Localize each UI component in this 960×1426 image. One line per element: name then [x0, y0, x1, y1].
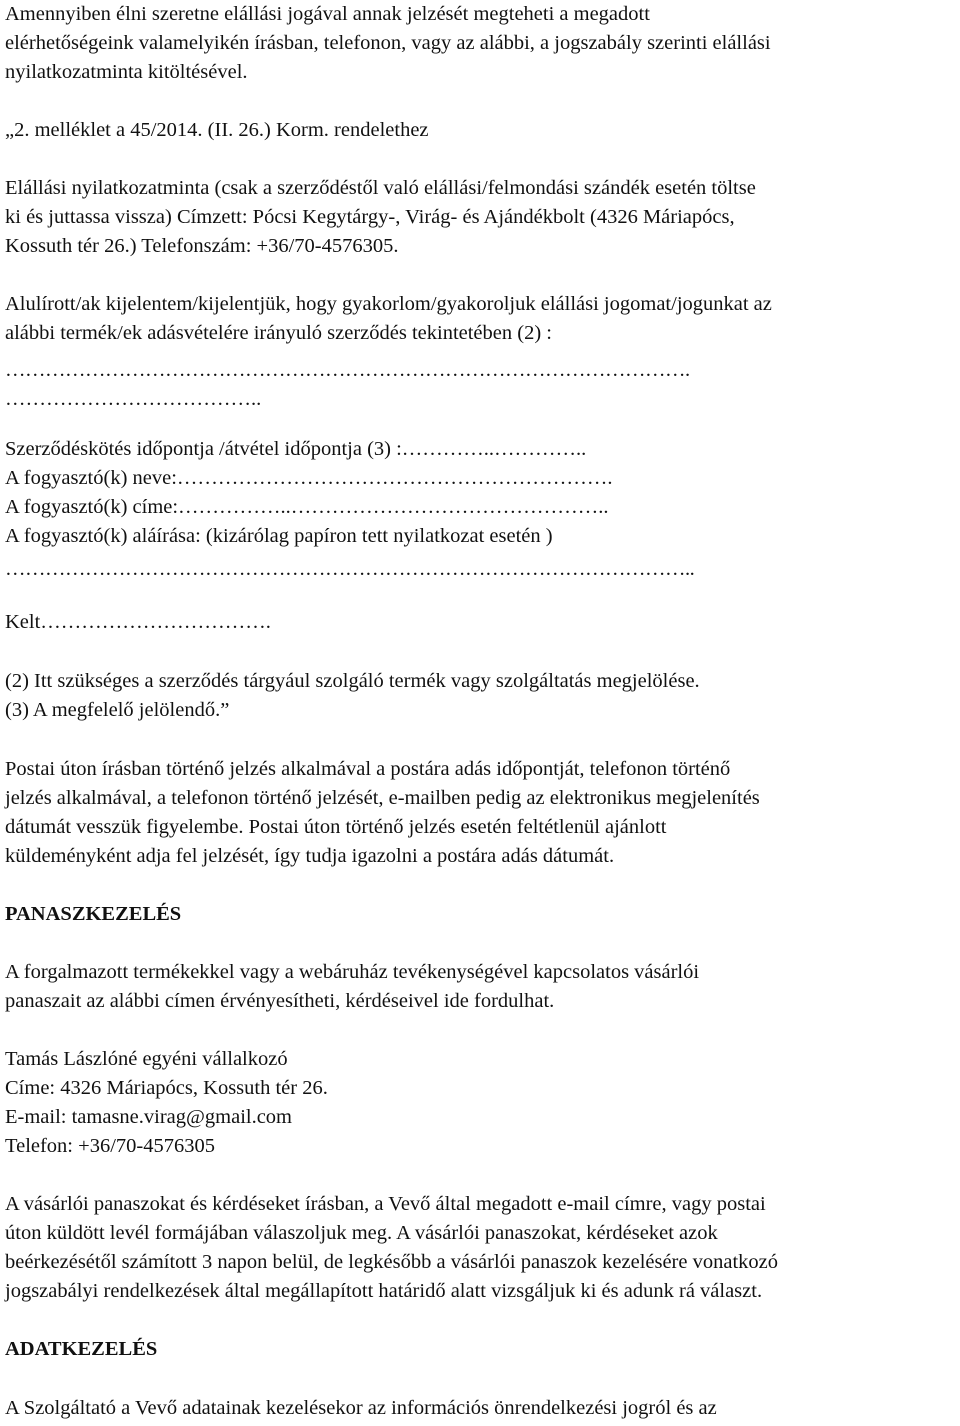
text-line: alábbi termék/ek adásvételére irányuló szerződés tekintetében (2) : — [5, 322, 552, 344]
complaints-heading: PANASZKEZELÉS — [5, 903, 182, 925]
text-line: A vásárlói panaszokat és kérdéseket írásban, a Vevő által megadott e-mail címre, vagy postai — [5, 1193, 766, 1215]
dotted-fill-line: ……………………………….. — [5, 388, 262, 410]
text-line: A forgalmazott termékekkel vagy a webáruház tevékenységével kapcsolatos vásárlói — [5, 961, 700, 983]
text-line: Kossuth tér 26.) Telefonszám: +36/70-4576305. — [5, 235, 399, 257]
text-line: A Szolgáltató a Vevő adatainak kezelésekor az információs önrendelkezési jogról és az — [5, 1397, 717, 1419]
dotted-fill-line: …………………………………………………………………………………………. — [5, 359, 690, 381]
consumer-address-field: A fogyasztó(k) címe:……………..……………………………………….. — [5, 496, 609, 518]
text-line: Elállási nyilatkozatminta (csak a szerződéstől való elállási/felmondási szándék esetén töltse — [5, 177, 756, 199]
contact-email: E-mail: tamasne.virag@gmail.com — [5, 1106, 292, 1128]
consumer-name-field: A fogyasztó(k) neve:………………………………………………………. — [5, 467, 613, 489]
text-line: elérhetőségeink valamelyikén írásban, telefonon, vagy az alábbi, a jogszabály szerinti elállási — [5, 32, 771, 54]
footnote: (3) A megfelelő jelölendő.” — [5, 699, 230, 721]
text-line: Alulírott/ak kijelentem/kijelentjük, hogy gyakorlom/gyakoroljuk elállási jogomat/jogunkat az — [5, 293, 772, 315]
data-handling-heading: ADATKEZELÉS — [5, 1338, 158, 1360]
contact-name: Tamás Lászlóné egyéni vállalkozó — [5, 1048, 288, 1070]
text-line: beérkezésétől számított 3 napon belül, de legkésőbb a vásárlói panaszok kezelésére vonatkozó — [5, 1251, 779, 1273]
text-line: küldeményként adja fel jelzését, így tudja igazolni a postára adás dátumát. — [5, 845, 615, 867]
text-line: jelzés alkalmával, a telefonon történő jelzését, e-mailben pedig az elektronikus megjelenítés — [5, 787, 760, 809]
text-line: Postai úton írásban történő jelzés alkalmával a postára adás időpontját, telefonon történő — [5, 758, 731, 780]
contact-address: Címe: 4326 Máriapócs, Kossuth tér 26. — [5, 1077, 328, 1099]
text-line: ki és juttassa vissza) Címzett: Pócsi Kegytárgy-, Virág- és Ajándékbolt (4326 Máriapócs, — [5, 206, 735, 228]
text-line: jogszabályi rendelkezések által megállapított határidő alatt vizsgáljuk ki és adunk rá választ. — [5, 1280, 763, 1302]
annex-reference: „2. melléklet a 45/2014. (II. 26.) Korm. rendelethez — [5, 119, 429, 141]
text-line: Amennyiben élni szeretne elállási jogával annak jelzését megteheti a megadott — [5, 3, 650, 25]
text-line: panaszait az alábbi címen érvényesítheti, kérdéseivel ide fordulhat. — [5, 990, 555, 1012]
text-line: nyilatkozatminta kitöltésével. — [5, 61, 248, 83]
footnote: (2) Itt szükséges a szerződés tárgyául szolgáló termék vagy szolgáltatás megjelölése. — [5, 670, 700, 692]
dated-field: Kelt……………………………. — [5, 611, 271, 633]
contract-date-field: Szerződéskötés időpontja /átvétel időpontja (3) :…………..………….. — [5, 438, 587, 460]
signature-dotted-line: ………………………………………………………………………………………….. — [5, 558, 695, 580]
text-line: úton küldött levél formájában válaszoljuk meg. A vásárlói panaszokat, kérdéseket azok — [5, 1222, 718, 1244]
contact-phone: Telefon: +36/70-4576305 — [5, 1135, 215, 1157]
text-line: dátumát vesszük figyelembe. Postai úton történő jelzés esetén feltétlenül ajánlott — [5, 816, 667, 838]
consumer-signature-label: A fogyasztó(k) aláírása: (kizárólag papíron tett nyilatkozat esetén ) — [5, 525, 553, 547]
